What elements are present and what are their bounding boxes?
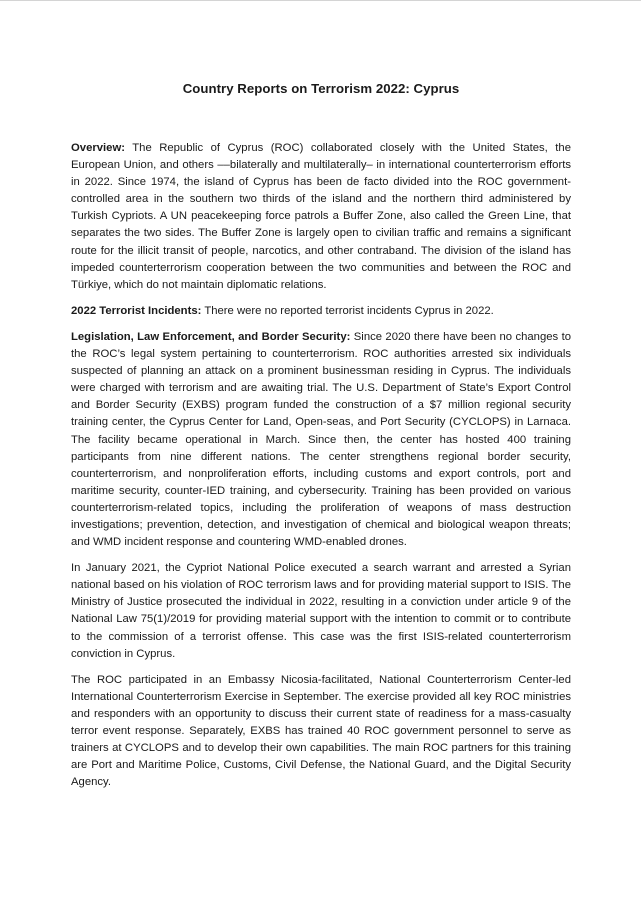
legislation-paragraph [71, 329, 571, 551]
syrian-national-conviction-paragraph: In January 2021, the Cypriot National Police executed a search warrant and arrested a Syrian national based on his violation of ROC terrorism laws and for providing material support to ISIS. The Ministry of Justice prosecuted the individual in 2022, resulting in a conviction under article 9 of the National Law 75(1)/2019 for providing material support with the intention to commit or to contribute to the commission of a terrorist offense. This case was the first ISIS-related counterterrorism conviction in Cyprus. [71, 562, 571, 660]
terrorist-incidents-text: There were no reported terrorist incidents Cyprus in 2022. [201, 304, 494, 317]
legislation-text: Since 2020 there have been no changes to the ROC’s legal system pertaining to counterterrorism. ROC authorities arrested six individuals suspected of planning an attack on a prominent businessman residing in Cyprus. The individuals were charged with terrorism and are awaiting trial. The U.S. Department of State’s Export Control and Border Security (EXBS) program funded the construction of a $7 million regional security training center, the Cyprus Center for Land, Open-seas, and Port Security (CYCLOPS) in Larnaca. The facility became operational in March. Since then, the center has hosted 400 training participants from nine different nations. The center strengthens regional border security, counterterrorism, and nonproliferation efforts, including customs and export controls, port and maritime security, counter-IED training, and cybersecurity. Training has been provided on various counterterrorism-related topics, including the proliferation of weapons of mass destruction investigations; prevention, detection, and investigation of chemical and biological weapon threats; and WMD incident response and countering WMD-enabled drones. [71, 330, 571, 549]
overview-text: The Republic of Cyprus (ROC) collaborated closely with the United States, the European Union, and others ––bilaterally and multilaterally– in international counterterrorism efforts in 2022. Since 1974, the island of Cyprus has been de facto divided into the ROC government-controlled area in the southern two thirds of the island and the northern third administered by Turkish Cypriots. A UN peacekeeping force patrols a Buffer Zone, also called the Green Line, that separates the two sides. The Buffer Zone is largely open to civilian traffic and remains a significant route for the illicit transit of people, narcotics, and other contraband. The division of the island has impeded counterterrorism cooperation between the two communities and between the ROC and Türkiye, which do not maintain diplomatic relations. [71, 142, 571, 291]
terrorist-incidents-paragraph [71, 303, 571, 320]
document-title: Country Reports on Terrorism 2022: Cyprus [182, 81, 460, 96]
counterterrorism-exercise-paragraph: The ROC participated in an Embassy Nicosia-facilitated, National Counterterrorism Center-led International Counterterrorism Exercise in September. The exercise provided all key ROC ministries and responders with an opportunity to discuss their current state of readiness for a mass-casualty terror event response. Separately, EXBS has trained 40 ROC government personnel to serve as trainers at CYCLOPS and to develop their own capabilities. The main ROC partners for this training are Port and Maritime Police, Customs, Civil Defense, the National Guard, and the Digital Security Agency. [71, 673, 571, 789]
legislation-heading: Legislation, Law Enforcement, and Border Security: [71, 330, 351, 343]
overview-paragraph [71, 140, 571, 294]
document-body [71, 140, 571, 800]
overview-heading: Overview: [71, 142, 126, 154]
terrorist-incidents-heading: 2022 Terrorist Incidents: [71, 304, 202, 317]
